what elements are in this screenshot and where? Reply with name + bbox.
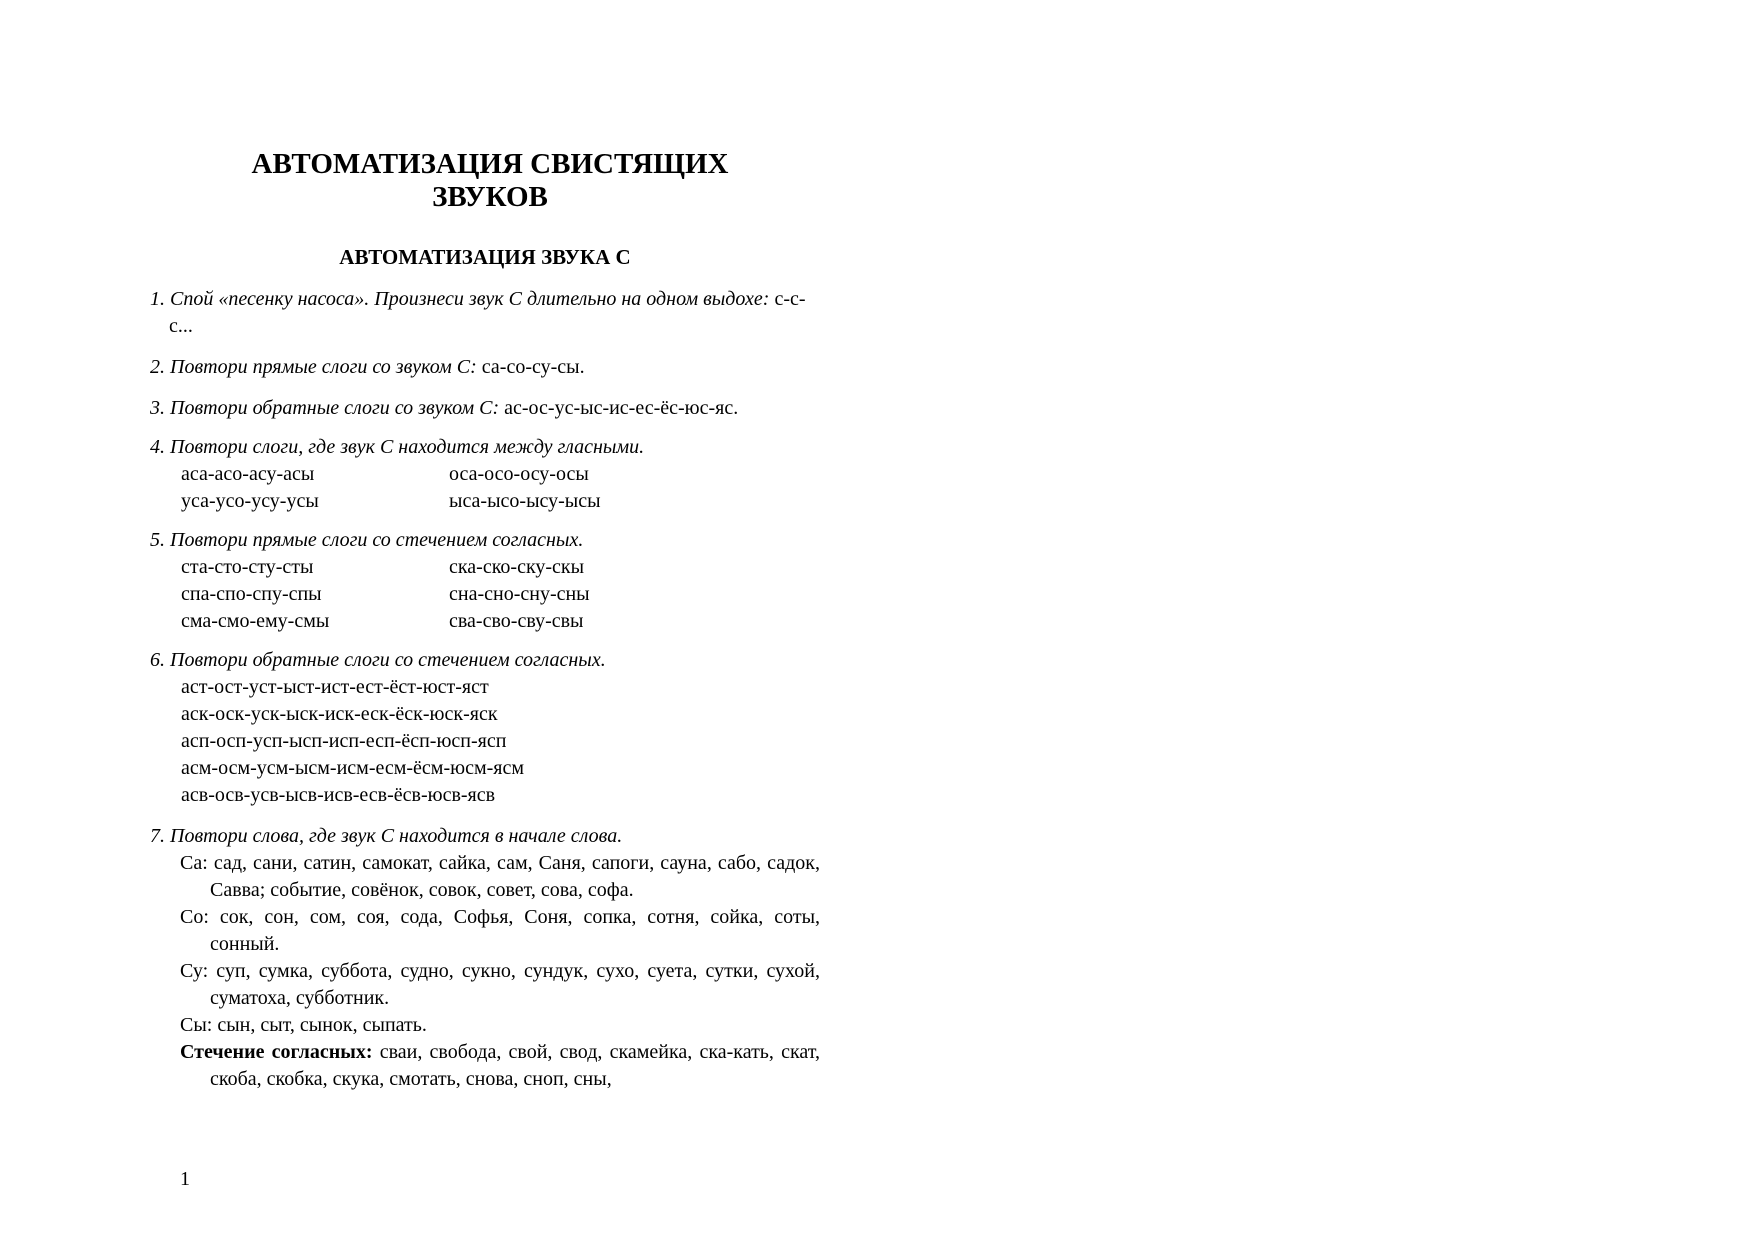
- section-subtitle: АВТОМАТИЗАЦИЯ ЗВУКА С: [339, 245, 631, 269]
- syllable-cell: спа-спо-спу-спы: [181, 583, 322, 605]
- title-line-1: АВТОМАТИЗАЦИЯ СВИСТЯЩИХ: [251, 148, 729, 180]
- task-3-instruction: 3. Повтори обратные слоги со звуком С:: [150, 397, 500, 419]
- task-1: [150, 286, 820, 340]
- task-5-syllables: [150, 554, 820, 635]
- cluster-label: Стечение согласных:: [180, 1041, 373, 1063]
- task-4-instruction: 4. Повтори слоги, где звук С находится между гласными.: [150, 436, 645, 458]
- words-sy: Сы: сын, сыт, сынок, сыпать.: [180, 1014, 427, 1036]
- task-1-instruction: 1. Спой «песенку насоса». Произнеси звук С длительно на одном выдохе:: [150, 288, 770, 310]
- words-so: Со: сок, сон, сом, соя, сода, Софья, Соня, сопка, сотня, сойка, соты, сонный.: [180, 906, 820, 955]
- task-1-text: с-с-с...: [169, 288, 806, 337]
- task-4-syllables: [150, 461, 820, 515]
- syllable-cell: сна-сно-сну-сны: [449, 583, 590, 605]
- words-sa: Са: сад, сани, сатин, самокат, сайка, сам, Саня, сапоги, сауна, сабо, садок, Савва; событие, совёнок, совок, совет, сова, софа.: [180, 852, 820, 901]
- words-cluster: [150, 1039, 820, 1093]
- task-2-instruction: 2. Повтори прямые слоги со звуком С:: [150, 356, 477, 378]
- task-2-text: са-со-су-сы.: [476, 356, 585, 378]
- syllable-cell: сма-смо-ему-смы: [181, 610, 330, 632]
- task-7-instruction: 7. Повтори слова, где звук С находится в начале слова.: [150, 825, 623, 847]
- page-number: 1: [180, 1168, 190, 1190]
- task-3-text: ас-ос-ус-ыс-ис-ес-ёс-юс-яс.: [499, 397, 739, 419]
- task-6: [150, 647, 820, 809]
- task-6-syllables: [150, 674, 820, 809]
- syllable-cell: ста-сто-сту-сты: [181, 556, 314, 578]
- syllable-cell: оса-осо-осу-осы: [449, 463, 589, 485]
- syllable-cell: ска-ско-ску-скы: [449, 556, 585, 578]
- syllable-line: асм-осм-усм-ысм-исм-есм-ёсм-юсм-ясм: [181, 757, 524, 779]
- syllable-cell: аса-асо-асу-асы: [181, 463, 315, 485]
- task-3: [150, 395, 820, 422]
- page-title: [190, 148, 790, 214]
- syllable-line: аст-ост-уст-ыст-ист-ест-ёст-юст-яст: [181, 676, 489, 698]
- task-7: [150, 823, 820, 1093]
- title-line-2: ЗВУКОВ: [432, 181, 548, 213]
- task-5-instruction: 5. Повтори прямые слоги со стечением согласных.: [150, 529, 584, 551]
- task-4: [150, 434, 820, 515]
- syllable-line: аск-оск-уск-ыск-иск-еск-ёск-юск-яск: [181, 703, 498, 725]
- text-column: [150, 148, 820, 1093]
- syllable-line: асв-осв-усв-ысв-исв-есв-ёсв-юсв-ясв: [181, 784, 496, 806]
- syllable-cell: сва-сво-сву-свы: [449, 610, 584, 632]
- task-5: [150, 527, 820, 635]
- words-su: Су: суп, сумка, суббота, судно, сукно, сундук, сухо, суета, сутки, сухой, суматоха, субботник.: [180, 960, 820, 1009]
- syllable-cell: ыса-ысо-ысу-ысы: [449, 490, 601, 512]
- cluster-text: сваи, свобода, свой, свод, скамейка, ска-кать, скат, скоба, скобка, скука, смотать, снова, сноп, сны,: [210, 1041, 820, 1090]
- task-6-instruction: 6. Повтори обратные слоги со стечением согласных.: [150, 649, 606, 671]
- syllable-line: асп-осп-усп-ысп-исп-есп-ёсп-юсп-ясп: [181, 730, 507, 752]
- task-2: [150, 354, 820, 381]
- syllable-cell: уса-усо-усу-усы: [181, 490, 319, 512]
